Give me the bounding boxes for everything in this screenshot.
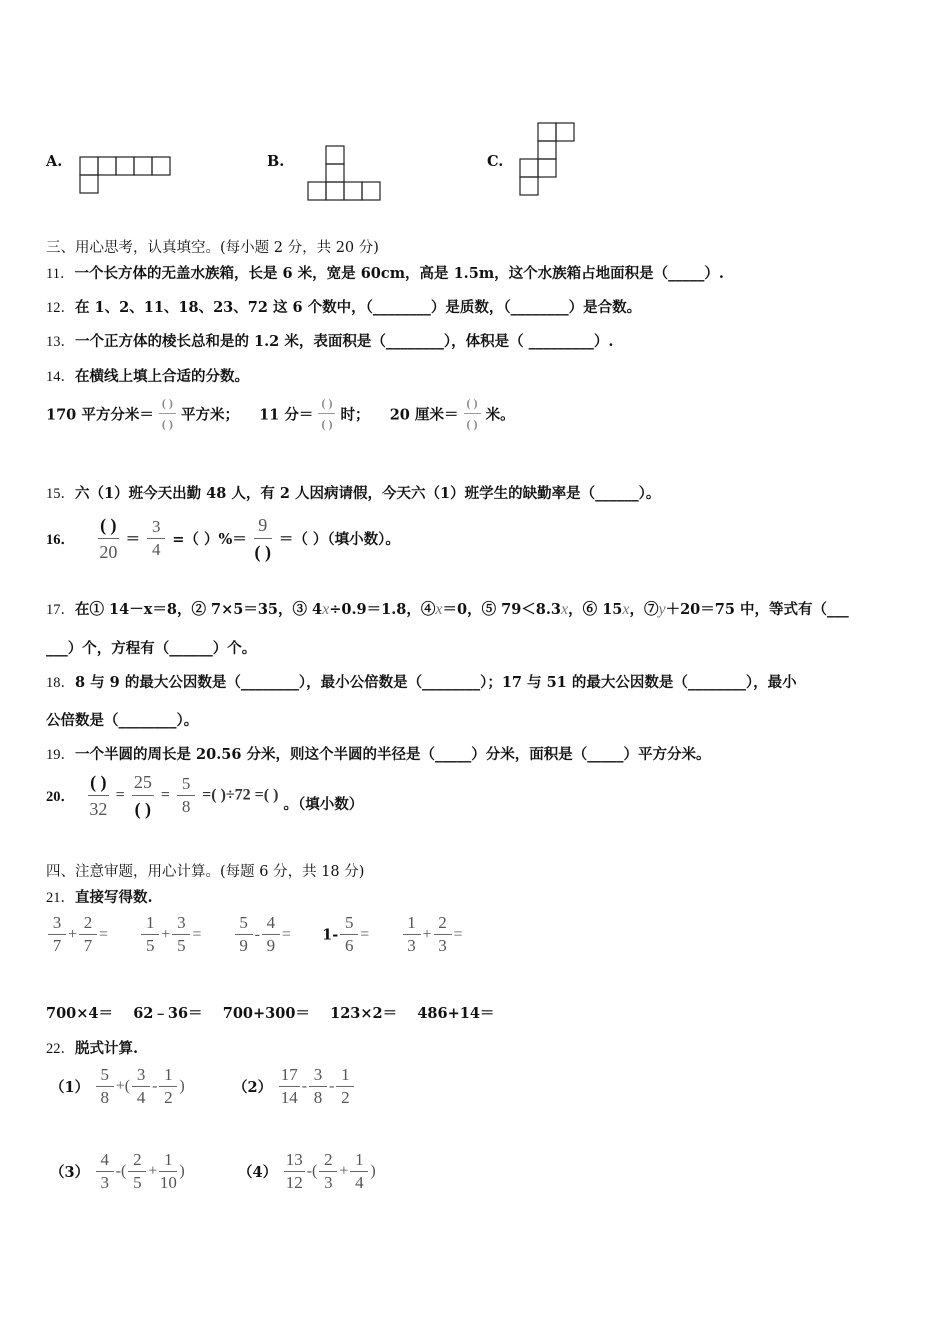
- question-text: 在 1、2、11、18、23、72 这 6 个数中，（________）是质数，（________）是合数。: [75, 299, 642, 316]
- q22-problem-3: （3） $\frac{4}{3}$ -( $\frac{2}{5}$ + $\frac{1}{10}$ ): [50, 1150, 185, 1192]
- question-number: 13．: [46, 334, 75, 350]
- q14-unit-2: 时；: [340, 406, 370, 424]
- option-a-net: [78, 155, 174, 197]
- fraction-blank: $\frac{( )}{( )}$: [159, 396, 176, 432]
- fraction-blank: $\frac{( )}{( )}$: [464, 396, 481, 432]
- question-14-blanks: [46, 396, 515, 432]
- question-number: 17．: [46, 602, 75, 618]
- question-text: 一个长方体的无盖水族箱，长是 6 米，宽是 60cm，高是 1.5m，这个水族箱占地面积是（_____）.: [74, 265, 724, 282]
- question-number: 14．: [46, 369, 75, 385]
- question-11: [46, 262, 724, 283]
- fraction-blank: $\frac{( )}{( )}$: [318, 396, 335, 432]
- q16-tail: ＝（ ）（填小数）。: [278, 531, 400, 548]
- fraction-25-over-blank: $\frac{25}{( )}$: [133, 772, 152, 819]
- q17-part: ，⑦: [629, 601, 659, 618]
- variable-x: x: [622, 601, 630, 618]
- q22-problem-4: （4） $\frac{13}{12}$ -( $\frac{2}{3}$ + $\frac{1}{4}$ ): [238, 1150, 376, 1192]
- question-text: 六（1）班今天出勤 48 人，有 2 人因病请假，今天六（1）班学生的缺勤率是（______）。: [75, 485, 661, 502]
- question-15: [46, 482, 660, 503]
- equals-sign: ＝: [125, 531, 141, 548]
- question-21: [46, 886, 153, 907]
- question-number: 20．: [46, 789, 75, 805]
- question-18-line-2: 公倍数是（________）。: [46, 712, 199, 729]
- q17-part: ＝0，⑤ 79＜8.3: [442, 601, 562, 618]
- section-3-title: 三、用心思考，认真填空。(每小题 2 分，共 20 分): [46, 240, 379, 256]
- q22-problem-2: （2） $\frac{17}{14}$ - $\frac{3}{8}$ - $\frac{1}{2}$: [233, 1066, 356, 1107]
- question-18-line-1: [46, 671, 797, 692]
- question-number: 16．: [46, 532, 75, 548]
- option-a-label: A.: [46, 153, 63, 170]
- question-text: 在横线上填上合适的分数。: [75, 368, 249, 385]
- question-14: [46, 365, 249, 386]
- q22-problem-1: （1） $\frac{5}{8}$ +( $\frac{3}{4}$ - $\frac{1}{2}$ ): [50, 1065, 185, 1107]
- question-text: 脱式计算.: [75, 1040, 139, 1057]
- expression-2: $\frac{1}{5}$ + $\frac{3}{5}$ =: [139, 927, 206, 943]
- q14-unit-1: 平方米；: [180, 406, 239, 424]
- q14-prefix-2: 11 分＝: [259, 406, 314, 424]
- q20-tail: 。（填小数）: [283, 796, 364, 813]
- question-number: 21．: [46, 890, 75, 906]
- q17-part: 在① 14－x＝8，② 7×5＝35，③ 4: [75, 601, 323, 618]
- question-number: 19．: [46, 747, 75, 763]
- variable-y: y: [658, 601, 666, 618]
- option-c-label: C.: [487, 153, 504, 170]
- question-12: [46, 296, 641, 317]
- option-b-label: B.: [267, 153, 285, 170]
- fraction-9-over-blank: $\frac{9}{( )}$: [254, 515, 272, 562]
- question-text: 一个正方体的棱长总和是的 1.2 米，表面积是（________），体积是（ _________）.: [75, 333, 614, 350]
- fraction-blank-over-20: $\frac{( )}{20}$: [99, 515, 118, 562]
- problem-label: （2）: [233, 1079, 273, 1096]
- question-text: 8 与 9 的最大公因数是（________），最小公倍数是（________）；17 与 51 的最大公因数是（________），最小: [75, 674, 797, 691]
- question-text: 直接写得数.: [75, 889, 153, 906]
- percent-blank: =（ ）%＝: [172, 531, 247, 548]
- option-c-net: [518, 121, 580, 201]
- question-number: 22．: [46, 1041, 75, 1057]
- expression-4: 1- $\frac{5}{6}$ =: [322, 913, 370, 955]
- question-16: [46, 514, 400, 563]
- question-22: [46, 1037, 138, 1058]
- fraction-3-4: $\frac{3}{4}$: [147, 518, 165, 559]
- fraction-5-8: $\frac{5}{8}$: [177, 775, 195, 816]
- variable-x: x: [435, 601, 443, 618]
- variable-x: x: [561, 601, 569, 618]
- expression-1: $\frac{3}{7}$ + $\frac{2}{7}$ =: [46, 927, 113, 943]
- q17-part: ，⑥ 15: [568, 601, 623, 618]
- section-4-title: 四、注意审题，用心计算。(每题 6 分，共 18 分): [46, 864, 365, 880]
- question-number: 12．: [46, 300, 75, 316]
- expression-3: $\frac{5}{9}$ - $\frac{4}{9}$ =: [233, 927, 296, 943]
- question-number: 18．: [46, 675, 75, 691]
- question-17-line-1: [46, 598, 849, 619]
- problem-label: （3）: [50, 1164, 90, 1181]
- q17-part: ÷0.9＝1.8，④: [329, 601, 436, 618]
- question-text: 一个半圆的周长是 20.56 分米，则这个半圆的半径是（_____）分米，面积是（_____）平方分米。: [75, 746, 711, 763]
- q21-integer-row: 700×4＝ 62﹣36＝ 700+300＝ 123×2＝ 486+14＝: [46, 1005, 495, 1022]
- option-b-net: [306, 144, 386, 206]
- q14-unit-3: 米。: [485, 406, 515, 424]
- variable-x: x: [322, 601, 330, 618]
- q17-part: ＋20＝75 中，等式有（___: [665, 601, 849, 618]
- problem-label: （4）: [238, 1164, 278, 1181]
- q21-fraction-row: [46, 914, 463, 955]
- question-number: 11．: [46, 266, 75, 282]
- question-19: [46, 743, 711, 764]
- q14-prefix-3: 20 厘米＝: [389, 406, 459, 424]
- division-blank: =( )÷72 =( ): [202, 786, 279, 804]
- question-number: 15．: [46, 486, 75, 502]
- question-20: 20． $\frac{( )}{32}$ = $\frac{25}{( )}$ = $\frac{5}{8}$ =( )÷72 =( ) 。（填小数）: [46, 772, 364, 819]
- question-13: [46, 330, 613, 351]
- fraction-blank-over-32: $\frac{( )}{32}$: [89, 772, 108, 819]
- expression-5: $\frac{1}{3}$ + $\frac{2}{3}$ =: [401, 927, 463, 943]
- question-17-line-2: ___）个，方程有（______）个。: [46, 640, 257, 657]
- problem-label: （1）: [50, 1079, 90, 1096]
- q14-prefix-1: 170 平方分米＝: [46, 406, 154, 424]
